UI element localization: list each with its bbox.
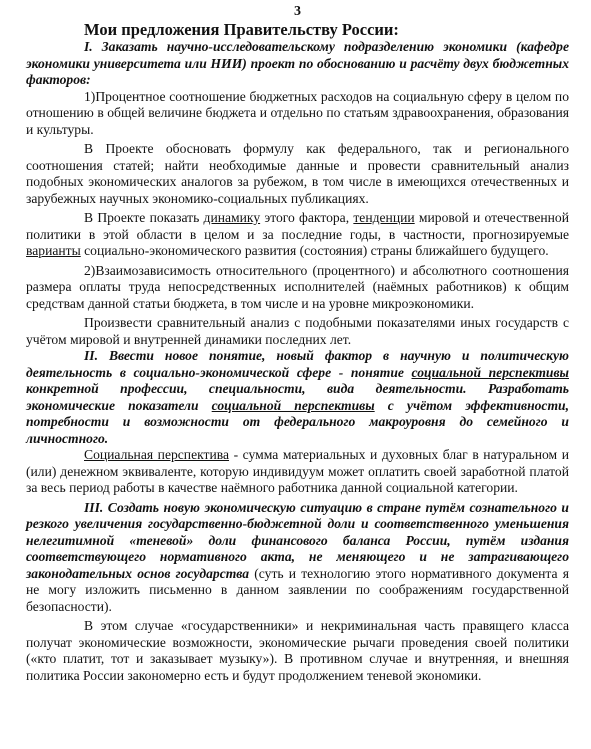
section-3-heading: III. Создать новую экономическую ситуацию в стране путём сознательного и резкого увеличения государственно-бюджетной доли и соответственного уменьшения нелегитимной «теневой» доли финансового баланса России, путём издания соответствующего нормативного акта, не меняющего и не затрагивающего законодательных основ государства (26, 499, 569, 581)
text-run: В Проекте показать (84, 210, 204, 225)
section-3-paragraph-1 (26, 500, 569, 616)
underlined-term-tendencies: тенденции (353, 210, 415, 225)
text-run: этого фактора, (260, 210, 354, 225)
text-run: - сумма материальных и духовных благ в натуральном и (или) денежном эквиваленте, которую индивидуум может оплатить своей заработной платой за весь период работы в качестве наёмного работника данной социальной категории. (26, 447, 569, 495)
text-run: с учётом эффективности, потребности и возможности от федерального макроуровня до семейного и личностного. (26, 397, 569, 446)
section-2-definition (26, 447, 569, 497)
section-1-paragraph-5: Произвести сравнительный анализ с подобными показателями иных государств с учётом мировой и внутренней динамики последних лет. (26, 315, 569, 347)
section-1-paragraph-1: 1)Процентное соотношение бюджетных расходов на социальную сферу в целом по отношению в общей величине бюджета и отдельно по статьям здравоохранения, образования и культуры. (26, 88, 569, 137)
text-run: мировой и отечественной политики в этой области в целом и за последние годы, в частности, прогнозируемые (26, 210, 569, 242)
underlined-term-dynamics: динамику (203, 210, 261, 225)
underlined-term-variants: варианты (26, 243, 81, 258)
page-title: Мои предложения Правительству России: (84, 20, 399, 39)
text-run: II. Ввести новое понятие, новый фактор в научную и политическую деятельность в социально-экономической сфере - понятие (26, 348, 569, 380)
section-1-paragraph-4: 2)Взаимозависимость относительного (процентного) и абсолютного соотношения размера оплаты труда непосредственных исполнителей (наёмных работников) к общим средствам данной статьи бюджета, в том числе и на уровне микроэкономики. (26, 262, 569, 311)
underlined-term-social-perspective: социальной перспективы (211, 397, 375, 413)
section-3-paragraph-2: В этом случае «государственники» и некриминальная часть правящего класса получат экономические возможности, экономические рычаги проведения своей политики («кто платит, тот и заказывает музыку»). В противном случае и внутренняя, и внешняя политика России закономерно есть и будут продолжением теневой экономики. (26, 618, 569, 683)
section-1-heading: I. Заказать научно-исследовательскому подразделению экономики (кафедре экономики университета или НИИ) проект по обоснованию и расчёту двух бюджетных факторов: (26, 39, 569, 87)
page-number: 3 (294, 4, 301, 19)
text-run: конкретной профессии, специальности, вида деятельности. Разработать экономические показатели (26, 381, 569, 413)
underlined-term-social-perspective: социальной перспективы (411, 364, 569, 380)
text-run: (суть и технологию этого нормативного документа я не могу изложить письменно в данном заявлении по соображениям государственной безопасности). (26, 565, 569, 614)
text-run: социально-экономического развития (состояния) страны ближайшего будущего. (80, 243, 549, 258)
defined-term: Социальная перспектива (84, 447, 230, 462)
section-1-paragraph-3 (26, 210, 569, 260)
section-2-heading (26, 348, 569, 447)
section-1-paragraph-2: В Проекте обосновать формулу как федерального, так и регионального соотношения статей; найти необходимые данные и провести сравнительный анализ подобных экономических аналогов за рубежом, в том числе в имеющихся отечественных и зарубежных научных экономико-социальных публикациях. (26, 141, 569, 206)
